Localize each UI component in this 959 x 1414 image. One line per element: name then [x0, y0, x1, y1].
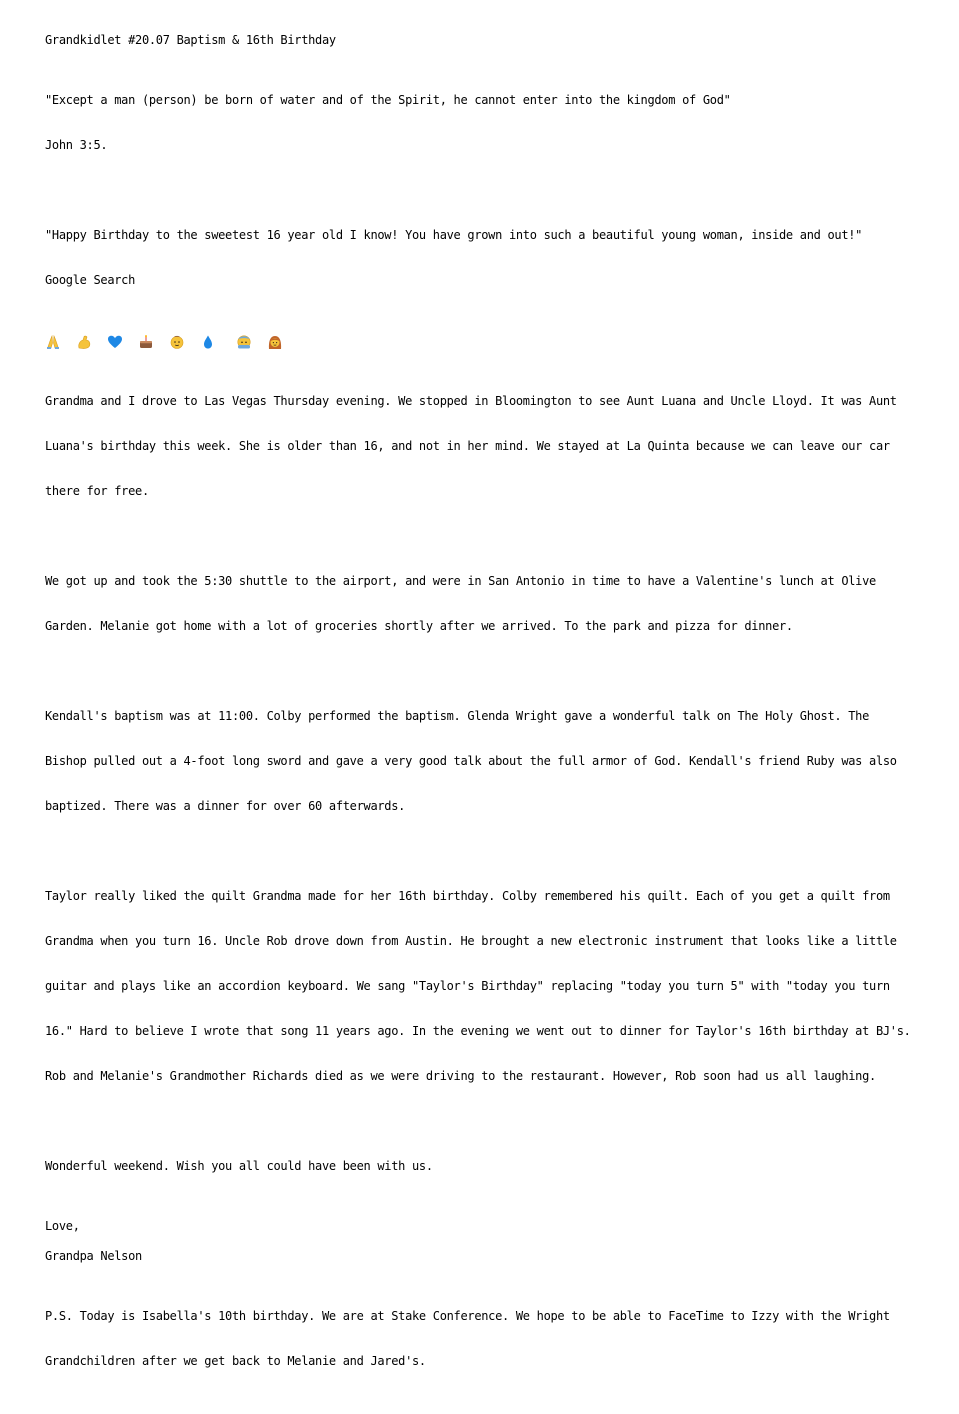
postscript-line: Grandchildren after we get back to Melanie and Jared's. [45, 1354, 426, 1368]
flexed-biceps-icon [76, 334, 92, 350]
paragraph-line: 16." Hard to believe I wrote that song 11 years ago. In the evening we went out to dinner for Taylor's 16th birthday at BJ's. [45, 1024, 911, 1038]
paragraph-line: Rob and Melanie's Grandmother Richards died as we were driving to the restaurant. However, Rob soon had us all laughing. [45, 1069, 876, 1083]
birthday-quote-text: "Happy Birthday to the sweetest 16 year old I know! You have grown into such a beautiful young woman, inside and out!" [45, 228, 863, 242]
paragraph-line: Luana's birthday this week. She is older than 16, and not in her mind. We stayed at La Quinta because we can leave our car [45, 439, 890, 453]
scripture-quote-source: John 3:5. [45, 138, 108, 152]
closing: Love, [45, 1219, 80, 1233]
signature: Grandpa Nelson [45, 1249, 142, 1263]
postscript [45, 1279, 945, 1399]
paragraph-line: Garden. Melanie got home with a lot of groceries shortly after we arrived. To the park and pizza for dinner. [45, 619, 793, 633]
paragraph-line: Grandma and I drove to Las Vegas Thursday evening. We stopped in Bloomington to see Aunt Luana and Uncle Lloyd. It was Aunt [45, 394, 897, 408]
paragraph-line: Bishop pulled out a 4-foot long sword and gave a very good talk about the full armor of God. Kendall's friend Ruby was also [45, 754, 897, 768]
paragraph-san-antonio [45, 544, 945, 664]
scripture-quote-text: "Except a man (person) be born of water and of the Spirit, he cannot enter into the kingdom of God" [45, 93, 731, 107]
scripture-quote [45, 63, 945, 183]
paragraph-line: Taylor really liked the quilt Grandma made for her 16th birthday. Colby remembered his quilt. Each of you get a quilt from [45, 889, 890, 903]
postscript-line: P.S. Today is Isabella's 10th birthday. We are at Stake Conference. We hope to be able to FaceTime to Izzy with the Wright [45, 1309, 890, 1323]
folded-hands-icon [45, 334, 61, 350]
paragraph-line: Grandma when you turn 16. Uncle Rob drove down from Austin. He brought a new electronic instrument that looks like a little [45, 934, 897, 948]
birthday-quote [45, 198, 945, 318]
droplet-icon [200, 334, 216, 350]
birthday-cake-icon [138, 334, 154, 350]
blue-heart-icon [107, 334, 123, 350]
paragraph-line: Wonderful weekend. Wish you all could have been with us. [45, 1159, 433, 1173]
baby-face-icon [169, 334, 185, 350]
paragraph-baptism [45, 679, 945, 844]
paragraph-line: We got up and took the 5:30 shuttle to the airport, and were in San Antonio in time to have a Valentine's lunch at Olive [45, 574, 876, 588]
woman-red-hair-icon [267, 334, 283, 350]
emoji-row [45, 333, 945, 351]
baby-bath-icon [236, 334, 252, 350]
paragraph-line: Kendall's baptism was at 11:00. Colby performed the baptism. Glenda Wright gave a wonderful talk on The Holy Ghost. The [45, 709, 870, 723]
paragraph-wonderful-weekend [45, 1129, 945, 1204]
paragraph-line: baptized. There was a dinner for over 60 afterwards. [45, 799, 406, 813]
letter-body [45, 33, 945, 1414]
birthday-quote-source: Google Search [45, 273, 136, 287]
paragraph-las-vegas [45, 364, 945, 529]
letter-title: Grandkidlet #20.07 Baptism & 16th Birthday [45, 33, 336, 47]
paragraph-line: there for free. [45, 484, 149, 498]
paragraph-quilt-birthday [45, 859, 945, 1114]
paragraph-line: guitar and plays like an accordion keyboard. We sang "Taylor's Birthday" replacing "today you turn 5" with "today you turn [45, 979, 890, 993]
